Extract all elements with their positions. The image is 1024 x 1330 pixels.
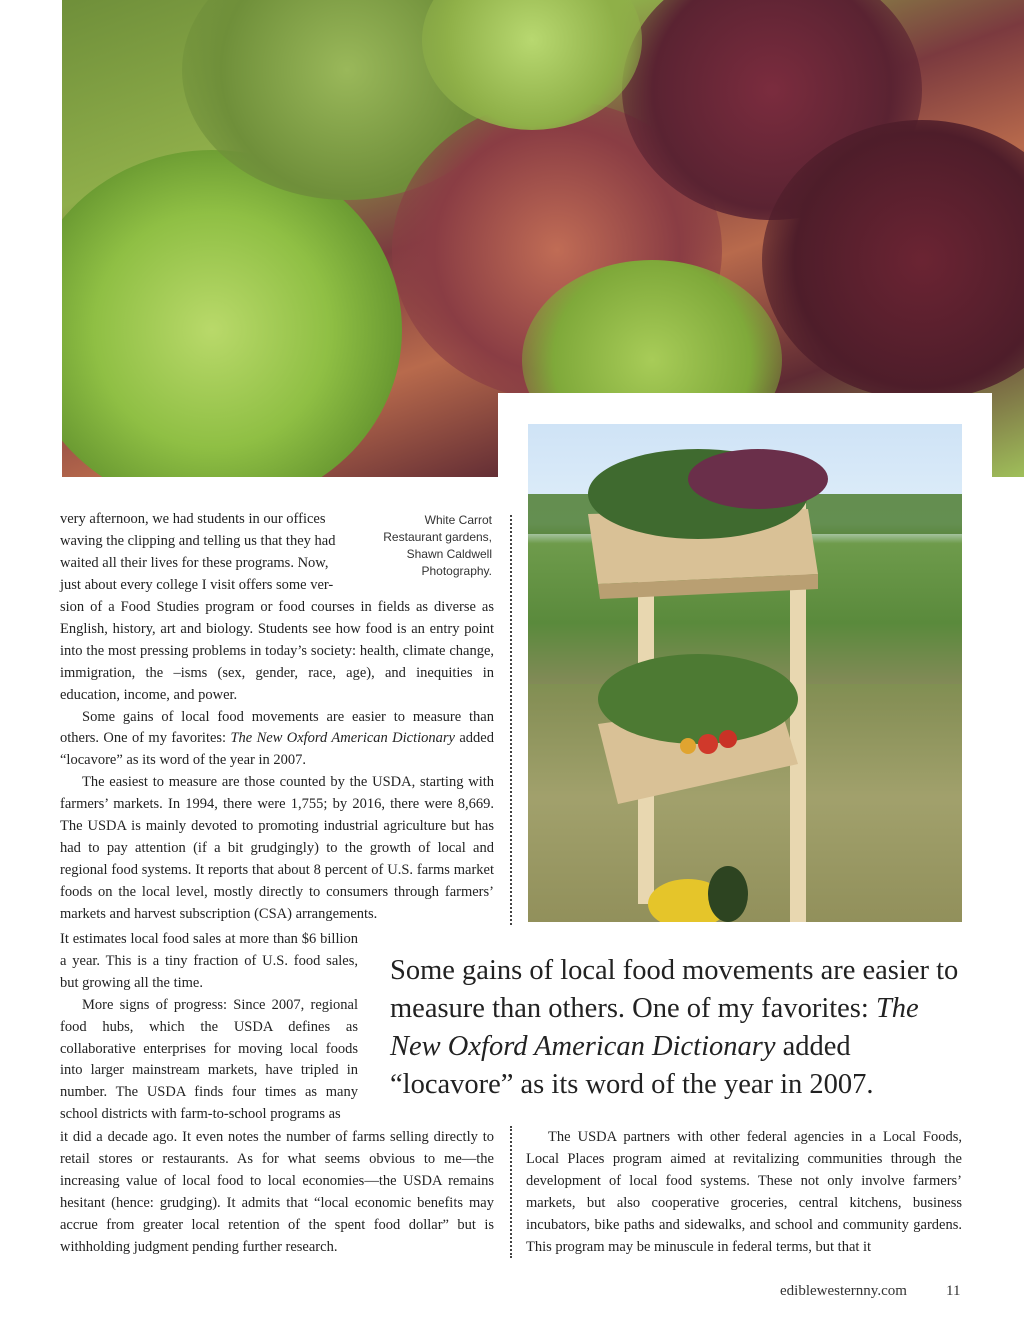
article-column-1-bottom: it did a decade ago. It even notes the number of farms selling directly to retail stores or restaurants. As for what seems obvious to me—the increasing value of local food to local economies—the USDA remains hesitant (hence: grudging). It admits that “local economic benefits may accrue from greater local retention of the spent food dollar” but is withholding judgment pending further research. [60, 1129, 494, 1255]
article-column-1-narrow: It estimates local food sales at more than $6 billion a year. This is a tiny fraction of U.S. food sales, but growing all the time. More signs of progress: Since 2007, regional food hubs, which the USDA defines as collaborative enterprises for moving local foods into larger mainstream markets, have tripled in number. The USDA finds four times as many school districts with farm-to-school programs as [60, 931, 358, 1123]
article-column-1-top: very afternoon, we had students in our offices waving the clipping and telling us that they had waited all their lives for these programs. Now, just about every college I visit offers some ver- [60, 511, 336, 593]
column-divider-bottom [510, 1126, 512, 1258]
paragraph-dictionary: Some gains of local food movements are easier to measure than others. One of my favorites: The New Oxford American Dictionary added “locavore” as its word of the year in 2007. [60, 708, 494, 769]
vegetable-crate-stand-photo [528, 424, 962, 922]
article-column-1-main: sion of a Food Studies program or food courses in fields as diverse as English, history, art and biology. Students see how food is an entry point into the most pressing problems in today’s society: health, climate change, immigration, the –isms (sex, gender, race, age), and inequities in education, income, and power. Some gains of local food movements are easier to measure than others. One of my favorites: The New Oxford American Dictionary added “locavore” as its word of the year in 2007. The easiest to measure are those counted by the USDA, starting with farmers’ markets. In 1994, there were 1,755; by 2016, there were 8,669. The USDA is mainly devoted to promoting industrial agriculture but has had to pay attention (if a bit grudgingly) to the growth of local and regional food systems. It reports that about 8 percent of U.S. farms market foods on the local level, mostly directly to consumers through farmers’ markets and harvest subscription (CSA) arrangements. [60, 599, 494, 922]
article-column-2: The USDA partners with other federal agencies in a Local Foods, Local Places program aimed at revitalizing communities through the development of local food systems. These not only involve farmers’ markets, but also cooperative groceries, central kitchens, business incubators, bike paths and sidewalks, and school and community gardens. This program may be minuscule in federal terms, but that it [526, 1129, 962, 1255]
footer-website: ediblewesternny.com [780, 1283, 907, 1299]
page-number: 11 [946, 1283, 961, 1299]
column-divider-top [510, 515, 512, 925]
photo-caption: White Carrot Restaurant gardens, Shawn Caldwell Photography. [383, 513, 492, 578]
pull-quote: Some gains of local food movements are easier to measure than others. One of my favorites: The New Oxford American Dictionary added “locavore” as its word of the year in 2007. [390, 955, 959, 1100]
crate-stand-illustration [528, 424, 962, 922]
